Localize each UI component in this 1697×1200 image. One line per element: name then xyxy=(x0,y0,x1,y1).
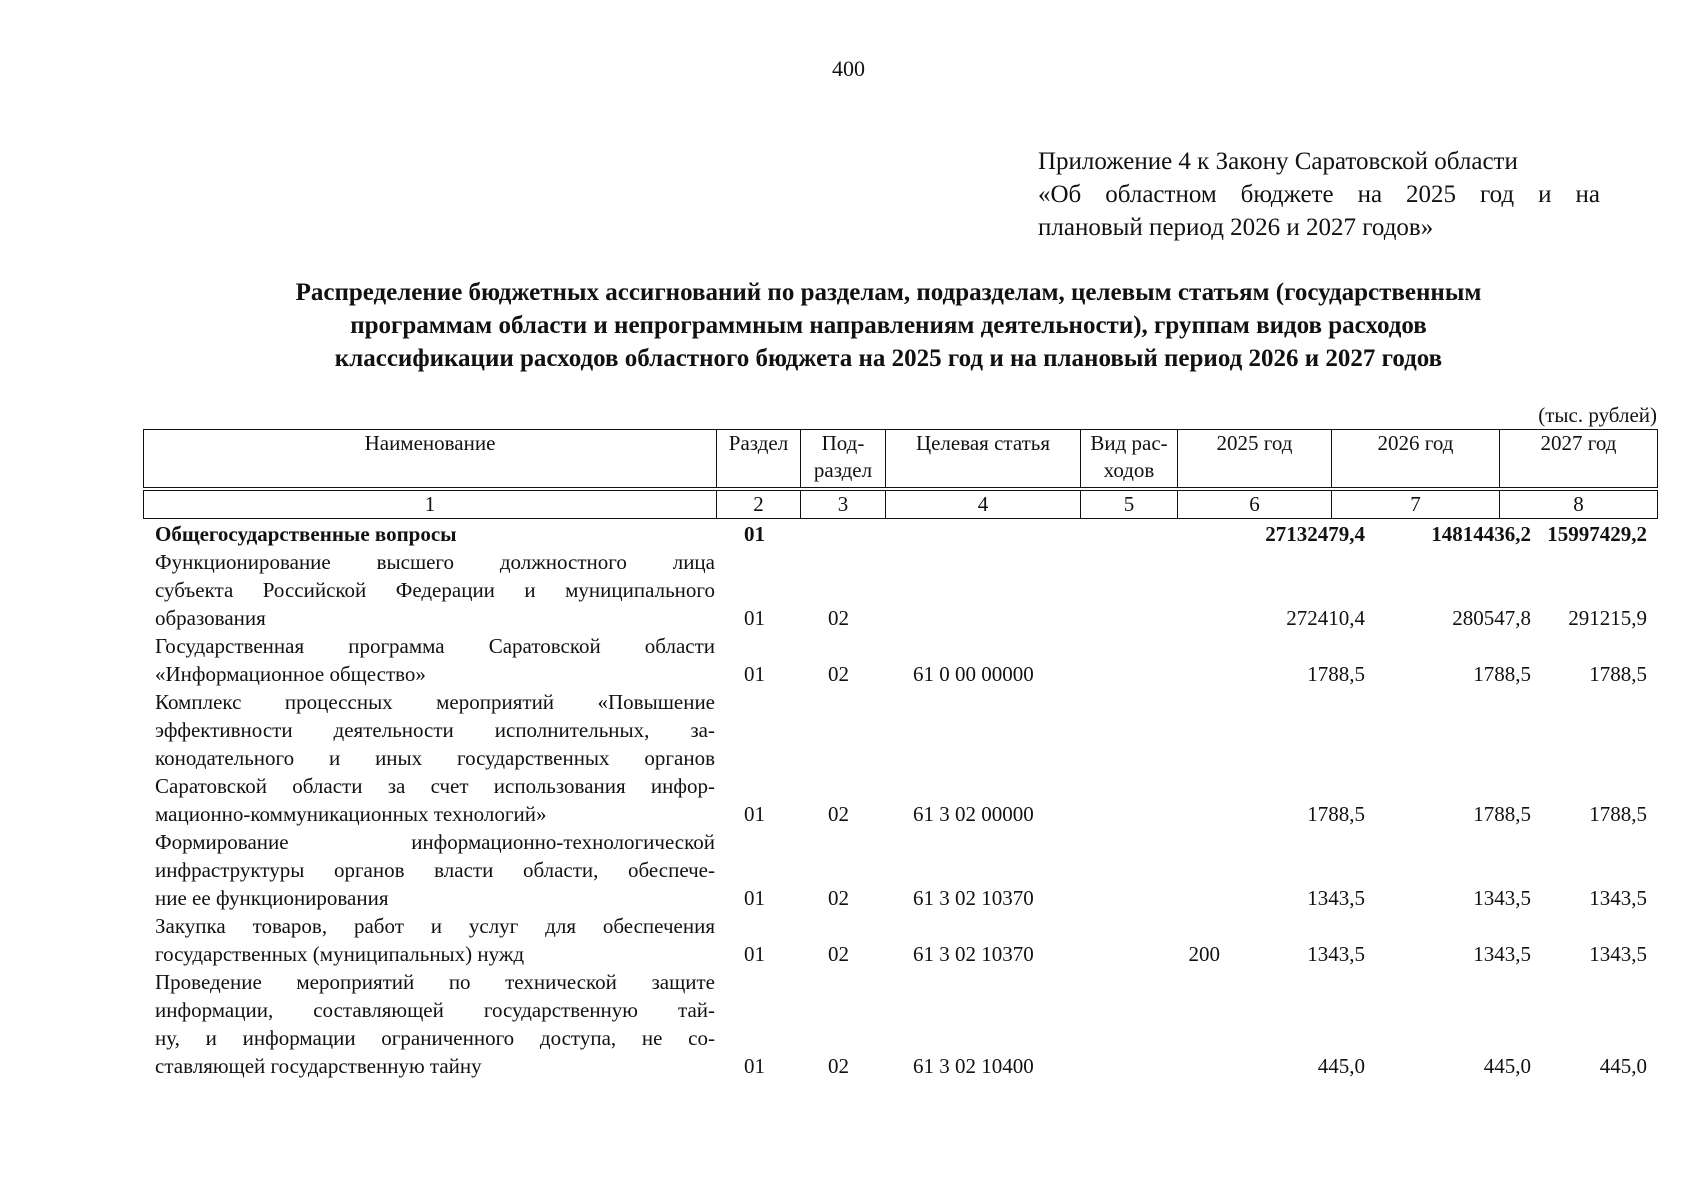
column-number: 7 xyxy=(1332,491,1500,519)
column-number: 3 xyxy=(801,491,886,519)
row-value-2025: 27132479,4 xyxy=(1265,522,1365,546)
row-name-line: мационно-коммуникационных технологий» xyxy=(155,802,547,826)
header-2026: 2026 год xyxy=(1332,430,1500,488)
row-section: 01 xyxy=(744,1054,765,1078)
row-value-2027: 15997429,2 xyxy=(1547,522,1647,546)
header-subsection-line-2: раздел xyxy=(813,458,873,482)
header-subsection xyxy=(801,430,886,488)
header-subsection-line-1: Под- xyxy=(821,431,865,455)
row-value-2025: 1788,5 xyxy=(1307,662,1365,686)
header-kind-line-2: ходов xyxy=(1103,458,1155,482)
row-name-line: эффективности деятельности исполнительных, за- xyxy=(155,718,715,742)
row-name xyxy=(143,632,715,688)
header-kind xyxy=(1081,430,1178,488)
row-value-2025: 445,0 xyxy=(1317,1054,1365,1078)
row-value-2026: 14814436,2 xyxy=(1431,522,1531,546)
header-kind-line-1: Вид рас- xyxy=(1090,431,1168,455)
row-name-line: Проведение мероприятий по технической защите xyxy=(155,970,715,994)
row-subsection: 02 xyxy=(828,1054,849,1078)
row-target-article: 61 3 02 10370 xyxy=(913,942,1034,966)
row-target-article: 61 3 02 10400 xyxy=(913,1054,1034,1078)
header-target: Целевая статья xyxy=(886,430,1081,488)
row-value-2025: 272410,4 xyxy=(1286,606,1365,630)
row-value-2027: 1343,5 xyxy=(1589,942,1647,966)
row-name-line: Функционирование высшего должностного лица xyxy=(155,550,715,574)
row-name-line: субъекта Российской Федерации и муниципального xyxy=(155,578,715,602)
row-expense-kind: 200 xyxy=(1188,942,1220,966)
table-row xyxy=(143,688,1657,828)
row-section: 01 xyxy=(744,802,765,826)
column-number: 4 xyxy=(886,491,1081,519)
document-title xyxy=(140,276,1637,375)
row-name-line: информации, составляющей государственную тай- xyxy=(155,998,715,1022)
row-value-2026: 1343,5 xyxy=(1473,886,1531,910)
appendix-line-2: «Об областном бюджете на 2025 год и на xyxy=(1038,181,1600,208)
row-target-article: 61 3 02 10370 xyxy=(913,886,1034,910)
row-name-line: ние ее функционирования xyxy=(155,886,389,910)
row-name xyxy=(143,520,715,548)
row-name-line: Общегосударственные вопросы xyxy=(155,522,457,546)
row-value-2026: 1788,5 xyxy=(1473,802,1531,826)
row-target-article: 61 0 00 00000 xyxy=(913,662,1034,686)
row-subsection: 02 xyxy=(828,802,849,826)
row-name xyxy=(143,548,715,632)
row-name xyxy=(143,968,715,1080)
row-subsection: 02 xyxy=(828,606,849,630)
row-subsection: 02 xyxy=(828,886,849,910)
row-value-2027: 1343,5 xyxy=(1589,886,1647,910)
row-name xyxy=(143,688,715,828)
header-name: Наименование xyxy=(144,430,717,488)
table-row xyxy=(143,520,1657,548)
row-name-line: образования xyxy=(155,606,266,630)
row-value-2027: 1788,5 xyxy=(1589,662,1647,686)
row-value-2026: 1343,5 xyxy=(1473,942,1531,966)
row-section: 01 xyxy=(744,522,765,546)
row-name-line: Государственная программа Саратовской области xyxy=(155,634,715,658)
row-value-2027: 445,0 xyxy=(1599,1054,1647,1078)
column-number: 1 xyxy=(144,491,717,519)
row-name xyxy=(143,912,715,968)
column-number: 2 xyxy=(717,491,801,519)
table-header xyxy=(143,429,1658,488)
header-2025: 2025 год xyxy=(1178,430,1332,488)
row-value-2026: 1788,5 xyxy=(1473,662,1531,686)
table-row xyxy=(143,548,1657,632)
appendix-line-3: плановый период 2026 и 2027 годов» xyxy=(1038,214,1434,241)
row-name-line: Комплекс процессных мероприятий «Повышение xyxy=(155,690,715,714)
table-row xyxy=(143,632,1657,688)
row-value-2026: 280547,8 xyxy=(1452,606,1531,630)
header-2027: 2027 год xyxy=(1500,430,1658,488)
table-row xyxy=(143,912,1657,968)
column-number: 8 xyxy=(1500,491,1658,519)
table-row xyxy=(143,828,1657,912)
row-name-line: ставляющей государственную тайну xyxy=(155,1054,482,1078)
appendix-note xyxy=(1038,145,1600,244)
title-line-2: программам области и непрограммным направлениям деятельности), группам видов расходов xyxy=(350,312,1427,339)
row-subsection: 02 xyxy=(828,662,849,686)
appendix-line-1: Приложение 4 к Закону Саратовской области xyxy=(1038,148,1518,175)
row-name-line: ну, и информации ограниченного доступа, не со- xyxy=(155,1026,715,1050)
row-name-line: «Информационное общество» xyxy=(155,662,426,686)
row-target-article: 61 3 02 00000 xyxy=(913,802,1034,826)
row-section: 01 xyxy=(744,886,765,910)
row-value-2025: 1343,5 xyxy=(1307,942,1365,966)
row-name-line: Закупка товаров, работ и услуг для обеспечения xyxy=(155,914,715,938)
row-name-line: конодательного и иных государственных органов xyxy=(155,746,715,770)
units-label: (тыс. рублей) xyxy=(1538,403,1657,427)
row-name-line: государственных (муниципальных) нужд xyxy=(155,942,525,966)
table-body xyxy=(143,520,1657,1080)
row-name-line: инфраструктуры органов власти области, обеспече- xyxy=(155,858,715,882)
page-number: 400 xyxy=(832,56,865,81)
header-section: Раздел xyxy=(717,430,801,488)
column-numbers-row xyxy=(143,490,1658,519)
title-line-1: Распределение бюджетных ассигнований по разделам, подразделам, целевым статьям (государственным xyxy=(295,279,1482,306)
row-name-line: Саратовской области за счет использования инфор- xyxy=(155,774,715,798)
row-section: 01 xyxy=(744,942,765,966)
row-subsection: 02 xyxy=(828,942,849,966)
row-value-2026: 445,0 xyxy=(1483,1054,1531,1078)
row-section: 01 xyxy=(744,662,765,686)
row-value-2025: 1788,5 xyxy=(1307,802,1365,826)
title-line-3: классификации расходов областного бюджета на 2025 год и на плановый период 2026 и 2027 годов xyxy=(334,345,1443,372)
row-value-2027: 1788,5 xyxy=(1589,802,1647,826)
column-number: 5 xyxy=(1081,491,1178,519)
row-name xyxy=(143,828,715,912)
column-number: 6 xyxy=(1178,491,1332,519)
row-value-2025: 1343,5 xyxy=(1307,886,1365,910)
row-value-2027: 291215,9 xyxy=(1568,606,1647,630)
row-section: 01 xyxy=(744,606,765,630)
table-row xyxy=(143,968,1657,1080)
row-name-line: Формирование информационно-технологической xyxy=(155,830,715,854)
